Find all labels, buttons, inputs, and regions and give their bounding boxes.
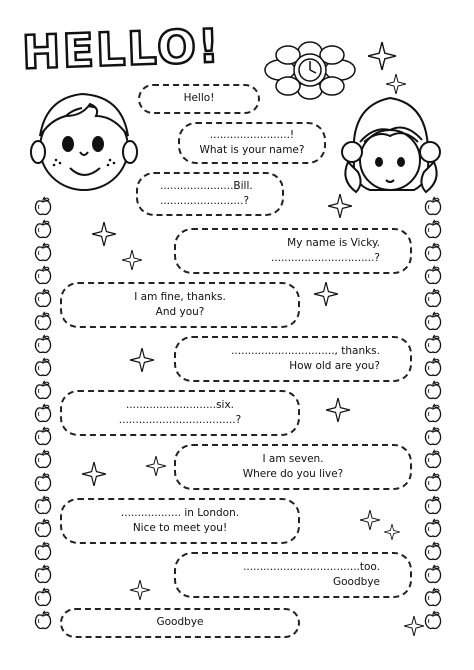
bubble-line: And you? [155, 306, 205, 318]
dialogue-bubble-5 [60, 282, 300, 328]
apple-icon [34, 587, 54, 607]
bubble-line: .........................? [160, 195, 250, 207]
apple-icon [34, 242, 54, 262]
bubble-line: Goodbye [156, 616, 204, 629]
apple-icon [424, 311, 444, 331]
apple-icon [34, 449, 54, 469]
apple-icon [424, 288, 444, 308]
sparkle-icon [146, 456, 166, 480]
dialogue-bubble-10 [174, 552, 412, 598]
apple-icon [34, 495, 54, 515]
apple-icon [424, 449, 444, 469]
apple-icon [424, 610, 444, 630]
apple-icon [424, 472, 444, 492]
apple-icon [34, 265, 54, 285]
sparkle-icon [82, 462, 106, 490]
apple-icon [34, 518, 54, 538]
bubble-line: ........................! [209, 128, 295, 141]
apple-icon [424, 265, 444, 285]
apple-icon [424, 357, 444, 377]
apple-icon [34, 288, 54, 308]
dialogue-bubble-2 [178, 122, 326, 164]
bubble-line: ...................................too. [243, 560, 380, 573]
apple-icon [424, 380, 444, 400]
dialogue-bubble-9 [60, 498, 300, 544]
sparkle-icon [404, 616, 424, 640]
bubble-line: Goodbye [333, 576, 380, 588]
sparkle-icon [368, 42, 396, 74]
apple-icon [424, 196, 444, 216]
bubble-line: ..............................., thanks. [231, 344, 380, 357]
apple-icon [34, 610, 54, 630]
apple-icon [34, 472, 54, 492]
sparkle-icon [326, 398, 350, 426]
bubble-line: How old are you? [289, 360, 380, 372]
apple-border-right [424, 196, 444, 633]
page-title: HELLO! [21, 18, 222, 80]
sparkle-icon [384, 524, 400, 544]
apple-icon [34, 403, 54, 423]
bubble-line: ......................Bill. [160, 179, 253, 192]
bubble-line: I am seven. [262, 452, 324, 465]
girl-face-icon [334, 86, 446, 198]
apple-icon [424, 495, 444, 515]
apple-icon [34, 380, 54, 400]
bubble-line: Hello! [183, 92, 215, 105]
apple-icon [34, 541, 54, 561]
sparkle-icon [130, 580, 150, 604]
apple-icon [424, 426, 444, 446]
bubble-line: Where do you live? [242, 468, 344, 480]
apple-icon [34, 334, 54, 354]
bubble-line: My name is Vicky. [287, 236, 380, 249]
sparkle-icon [314, 282, 338, 310]
dialogue-bubble-8 [174, 444, 412, 490]
apple-icon [424, 403, 444, 423]
apple-icon [424, 564, 444, 584]
dialogue-bubble-6 [174, 336, 412, 382]
bubble-line: ...................................? [118, 414, 242, 426]
apple-icon [34, 357, 54, 377]
apple-icon [34, 426, 54, 446]
apple-icon [34, 311, 54, 331]
boy-face-icon [26, 86, 138, 198]
sparkle-icon [360, 510, 380, 534]
apple-icon [34, 219, 54, 239]
apple-icon [424, 334, 444, 354]
apple-icon [424, 587, 444, 607]
bubble-line: What is your name? [199, 144, 305, 156]
bubble-line: ...............................? [270, 252, 380, 264]
bubble-line: I am fine, thanks. [134, 290, 226, 303]
sparkle-icon [386, 74, 406, 98]
bubble-line: ...........................six. [125, 398, 235, 411]
dialogue-bubble-4 [174, 228, 412, 274]
apple-icon [424, 242, 444, 262]
dialogue-bubble-3 [136, 172, 284, 216]
sparkle-icon [328, 194, 352, 222]
dialogue-bubble-7 [60, 390, 300, 436]
apple-icon [34, 564, 54, 584]
sparkle-icon [122, 250, 142, 274]
sparkle-icon [130, 348, 154, 376]
dialogue-bubble-1 [138, 84, 260, 114]
bubble-line: Nice to meet you! [132, 522, 228, 534]
dialogue-bubble-11 [60, 608, 300, 638]
sparkle-icon [92, 222, 116, 250]
apple-icon [424, 219, 444, 239]
apple-icon [424, 541, 444, 561]
apple-icon [424, 518, 444, 538]
apple-border-left [34, 196, 54, 633]
bubble-line: .................. in London. [120, 506, 240, 519]
apple-icon [34, 196, 54, 216]
